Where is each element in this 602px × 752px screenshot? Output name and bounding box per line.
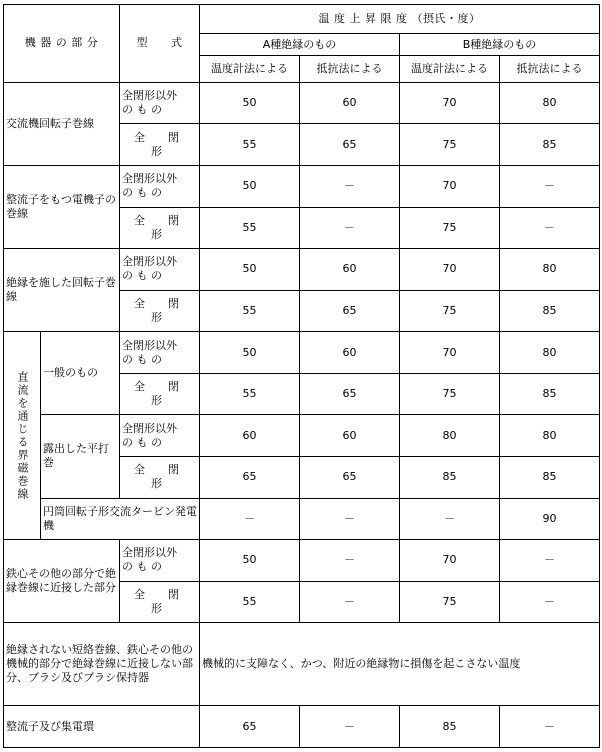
value-cell: 80 <box>500 415 600 457</box>
value-cell: 85 <box>500 373 600 415</box>
value-cell: 50 <box>200 249 300 291</box>
value-cell: 80 <box>500 249 600 291</box>
header-b-resistance: 抵抗法による <box>500 55 600 82</box>
value-cell: 70 <box>400 540 500 582</box>
value-cell: 80 <box>500 332 600 374</box>
value-cell: － <box>300 540 400 582</box>
value-cell: 70 <box>400 166 500 208</box>
value-cell: 65 <box>300 290 400 332</box>
part-commutator-armature-winding: 整流子をもつ電機子の巻線 <box>4 166 120 249</box>
header-class-a: A種絶縁のもの <box>200 34 400 56</box>
value-cell: 75 <box>400 581 500 623</box>
value-cell: － <box>500 166 600 208</box>
value-cell: － <box>400 498 500 540</box>
header-temp-rise: 温 度 上 昇 限 度 （摂氏・度） <box>200 5 600 34</box>
value-cell: 85 <box>500 124 600 166</box>
value-cell: 85 <box>500 456 600 498</box>
value-cell: 60 <box>200 415 300 457</box>
type-non-enclosed: 全閉形以外 の も の <box>120 82 200 124</box>
header-class-b: B種絶縁のもの <box>400 34 600 56</box>
header-part: 機 器 の 部 分 <box>4 5 120 83</box>
part-insulated-rotor-winding: 絶縁を施した回転子巻線 <box>4 249 120 332</box>
value-cell: － <box>300 706 400 748</box>
value-cell: － <box>500 540 600 582</box>
part-turbine-generator: 円筒回転子形交流タービン発電機 <box>41 498 200 540</box>
part-core-near-insulated-winding: 鉄心その他の部分で絶縁巻線に近接した部分 <box>4 540 120 623</box>
part-uninsulated-mechanical-parts: 絶縁されない短絡巻線、鉄心その他の機械的部分で絶縁巻線に近接しない部分、ブラシ及びブラシ保持器 <box>4 623 200 706</box>
header-a-thermometer: 温度計法による <box>200 55 300 82</box>
note-no-damage-temperature: 機械的に支障なく、かつ、附近の絶縁物に損傷を起こさない温度 <box>200 623 600 706</box>
value-cell: 70 <box>400 82 500 124</box>
value-cell: 85 <box>400 706 500 748</box>
value-cell: 55 <box>200 581 300 623</box>
value-cell: 85 <box>400 456 500 498</box>
type-non-enclosed: 全閉形以外 の も の <box>120 332 200 374</box>
value-cell: 70 <box>400 249 500 291</box>
part-exposed-flat-winding: 露出した平打巻 <box>41 415 120 498</box>
value-cell: 55 <box>200 290 300 332</box>
value-cell: 60 <box>300 332 400 374</box>
header-b-thermometer: 温度計法による <box>400 55 500 82</box>
value-cell: 65 <box>300 456 400 498</box>
value-cell: 55 <box>200 124 300 166</box>
value-cell: － <box>200 498 300 540</box>
type-non-enclosed: 全閉形以外 の も の <box>120 249 200 291</box>
value-cell: 50 <box>200 540 300 582</box>
value-cell: 80 <box>400 415 500 457</box>
value-cell: 65 <box>300 124 400 166</box>
type-enclosed: 全 閉 形 <box>120 290 200 332</box>
value-cell: 75 <box>400 290 500 332</box>
value-cell: 50 <box>200 82 300 124</box>
type-enclosed: 全 閉 形 <box>120 581 200 623</box>
value-cell: 75 <box>400 124 500 166</box>
value-cell: － <box>300 166 400 208</box>
part-dc-field-winding: 直流を通じる界磁巻線 <box>4 332 41 540</box>
value-cell: 65 <box>200 706 300 748</box>
value-cell: － <box>500 706 600 748</box>
type-enclosed: 全 閉 形 <box>120 124 200 166</box>
part-general: 一般のもの <box>41 332 120 415</box>
value-cell: 50 <box>200 166 300 208</box>
value-cell: 75 <box>400 207 500 249</box>
header-a-resistance: 抵抗法による <box>300 55 400 82</box>
part-ac-rotor-winding: 交流機回転子巻線 <box>4 82 120 165</box>
type-non-enclosed: 全閉形以外 の も の <box>120 540 200 582</box>
value-cell: － <box>300 581 400 623</box>
value-cell: － <box>500 207 600 249</box>
value-cell: － <box>500 581 600 623</box>
header-type: 型 式 <box>120 5 200 83</box>
type-enclosed: 全 閉 形 <box>120 207 200 249</box>
value-cell: 85 <box>500 290 600 332</box>
value-cell: 90 <box>500 498 600 540</box>
value-cell: 75 <box>400 373 500 415</box>
value-cell: 55 <box>200 207 300 249</box>
value-cell: 60 <box>300 82 400 124</box>
value-cell: － <box>300 207 400 249</box>
type-non-enclosed: 全閉形以外 の も の <box>120 166 200 208</box>
part-commutator-and-slip-rings: 整流子及び集電環 <box>4 706 200 748</box>
value-cell: 60 <box>300 415 400 457</box>
type-enclosed: 全 閉 形 <box>120 373 200 415</box>
value-cell: 65 <box>200 456 300 498</box>
value-cell: 70 <box>400 332 500 374</box>
value-cell: 50 <box>200 332 300 374</box>
type-enclosed: 全 閉 形 <box>120 456 200 498</box>
value-cell: 65 <box>300 373 400 415</box>
value-cell: 55 <box>200 373 300 415</box>
type-non-enclosed: 全閉形以外 の も の <box>120 415 200 457</box>
value-cell: 60 <box>300 249 400 291</box>
temperature-rise-table <box>3 4 600 748</box>
value-cell: － <box>300 498 400 540</box>
value-cell: 80 <box>500 82 600 124</box>
